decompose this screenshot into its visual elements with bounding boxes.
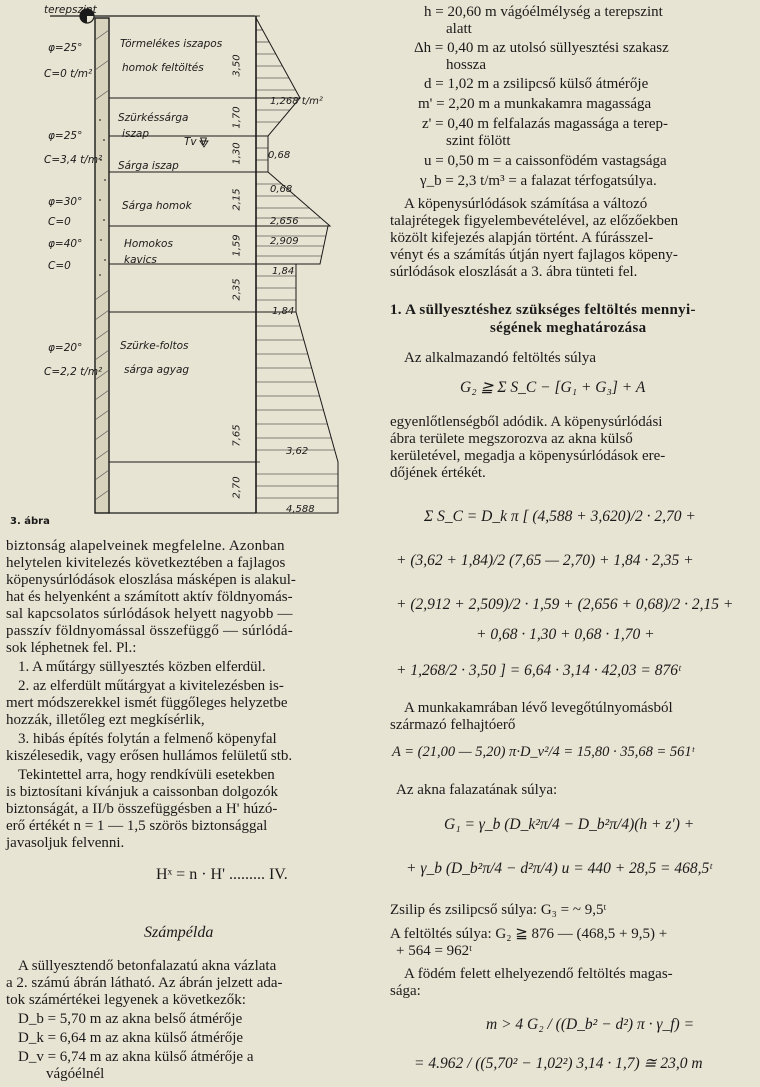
layer6-c: C=2,2 t/m² (44, 366, 103, 378)
param-line: alatt (446, 21, 472, 37)
left-para-line: helytelen kivitelezés következtében a fajlagos (6, 555, 286, 571)
layer2-c: C=3,4 t/m² (44, 154, 103, 166)
right-para-line: Az akna falazatának súlya: (396, 782, 558, 798)
param-line: γ_b = 2,3 t/m³ = a falazat térfogatsúlya. (420, 173, 657, 189)
groundwater-label: Tv ∇ (184, 136, 207, 148)
right-para-line: A munkakamrában lévő levegőtúlnyomásból (404, 700, 673, 716)
left-para-line: erő értékét n = 1 — 1,5 szörös biztonsággal (6, 818, 268, 834)
equation-g1: + γ_b (D_b²π/4 − d²π/4) u = 440 + 28,5 = 468,5ᵗ (406, 860, 712, 877)
left-para-line: Tekintettel arra, hogy rendkívüli esetekben (18, 767, 275, 783)
figure-caption: 3. ábra (10, 516, 50, 527)
friction-value-5: 2,909 (270, 236, 299, 247)
friction-value-3: 0,68 (270, 184, 293, 195)
right-para-line: sága: (390, 983, 421, 999)
layer5-name-b: kavics (124, 254, 157, 266)
section-title: 1. A süllyesztéshez szükséges feltöltés mennyi- (390, 302, 696, 318)
friction-value-2: 0,68 (268, 150, 291, 161)
left-para-line: mert módszerekkel ismét függőleges helyzetbe (6, 695, 288, 711)
param-line: Δh = 0,40 m az utolsó süllyesztési szakasz (414, 40, 669, 56)
left-list-item: 1. A műtárgy süllyesztés közben elferdül. (18, 659, 266, 675)
left-para-line: köpenysúrlódások eloszlása másképen is alakul- (6, 572, 296, 588)
right-para-line: Az alkalmazandó feltöltés súlya (404, 350, 597, 366)
layer1-name-b: homok feltöltés (122, 62, 204, 74)
layer3-name: Sárga iszap (118, 160, 179, 172)
left-para-line: javasoljuk felvenni. (6, 835, 125, 851)
section-title: ségének meghatározása (490, 320, 647, 336)
layer5-phi: φ=40° (48, 238, 83, 250)
sum-equation-line: + 1,268/2 · 3,50 ] = 6,64 · 3,14 · 42,03 = 876ᵗ (396, 662, 681, 679)
right-para-line: A födém felett elhelyezendő feltöltés magas- (404, 966, 673, 982)
left-para-line: is biztosítani kívánjuk a caissonban dolgozók (6, 784, 279, 800)
friction-value-6: 1,84 (272, 266, 295, 277)
example-line: D_b = 5,70 m az akna belső átmérője (18, 1011, 243, 1027)
example-line: tok számértékei legyenek a következők: (6, 992, 246, 1008)
example-line: A süllyesztendő betonfalazatú akna vázlata (18, 958, 277, 974)
example-line: vágóélnél (46, 1066, 105, 1082)
sum-equation-line: + (3,62 + 1,84)/2 (7,65 — 2,70) + 1,84 · 2,35 + (396, 552, 694, 569)
friction-value-1: 1,268 t/m² (270, 96, 323, 107)
friction-value-4: 2,656 (270, 216, 299, 227)
param-line: d = 1,02 m a zsilipcső külső átmérője (424, 76, 649, 92)
friction-value-9: 4,588 (286, 504, 315, 515)
left-list-item: 2. az elferdült műtárgyat a kivitelezésben is- (18, 678, 284, 694)
layer2-name-b: iszap (122, 128, 149, 140)
example-line: a 2. számú ábrán látható. Az ábrán jelzett ada- (6, 975, 283, 991)
layer4-name: Sárga homok (122, 200, 192, 212)
right-para-line: közölt kifejezés alapján történt. A fúrásszel- (390, 230, 654, 246)
friction-value-8: 3,62 (286, 446, 309, 457)
right-para-line: kerületével, megadja a köpenysúrlódások ere- (390, 448, 666, 464)
layer4-phi: φ=30° (48, 196, 83, 208)
layer2-phi: φ=25° (48, 130, 83, 142)
layer1-phi: φ=25° (48, 42, 83, 54)
layer6-phi: φ=20° (48, 342, 83, 354)
depth-label-2: 1,70 (231, 106, 243, 129)
depth-label-4: 2,15 (231, 188, 243, 211)
param-line: szint fölött (446, 133, 511, 149)
layer5-name-a: Homokos (124, 238, 173, 250)
sum-equation-line: + (2,912 + 2,509)/2 · 1,59 + (2,656 + 0,68)/2 · 2,15 + (396, 596, 734, 613)
right-para-line: talajrétegek figyelembevételével, az előzőekben (390, 213, 679, 229)
layer1-c: C=0 t/m² (44, 68, 93, 80)
layer4-c: C=0 (48, 216, 71, 228)
param-line: hossza (446, 57, 486, 73)
sum-equation-line: + 0,68 · 1,30 + 0,68 · 1,70 + (476, 626, 655, 643)
left-para-line: sal kapcsolatos súrlódások helyett nagyobb — (6, 606, 293, 622)
right-para-line: A feltöltés súlya: G₂ ≧ 876 — (468,5 + 9,5) + (390, 926, 668, 942)
depth-label-3: 1,30 (231, 142, 243, 165)
right-para-line: származó felhajtóerő (390, 717, 516, 733)
soil-profile-figure (0, 0, 385, 535)
right-para-line: súrlódások eloszlását a 3. ábra tünteti fel. (390, 264, 638, 280)
param-line: z' = 0,40 m felfalazás magassága a terep- (422, 116, 669, 132)
example-heading: Számpélda (144, 924, 214, 941)
left-para-line: passzív földnyomással összefüggő — súrlódá- (6, 623, 293, 639)
formula-iv: Hˣ = n · H' ......... IV. (156, 866, 288, 883)
equation-a: A = (21,00 — 5,20) π·D_v²/4 = 15,80 · 35,68 = 561ᵗ (392, 744, 695, 760)
left-para-line: kiszélesedik, vagy erősen hullámos felületű stb. (6, 748, 293, 764)
layer6-name-a: Szürke-foltos (120, 340, 189, 352)
layer2-name-a: Szürkéssárga (118, 112, 189, 124)
right-para-line: egyenlőtlenségből adódik. A köpenysúrlódási (390, 414, 663, 430)
sum-equation-line: Σ S_C = D_k π [ (4,588 + 3,620)/2 · 2,70 + (424, 508, 696, 525)
right-para-line: Zsilip és zsilipcső súlya: G₃ = ~ 9,5ᵗ (390, 902, 607, 918)
depth-label-7: 7,65 (231, 424, 243, 447)
right-para-line: vényt és a számítás útján nyert fajlagos köpeny- (390, 247, 678, 263)
right-para-line: A köpenysúrlódások számítása a változó (404, 196, 648, 212)
left-para-line: hozzák, illetőleg ezt megkísérlik, (6, 712, 205, 728)
right-para-line: ábra területe megszorozva az akna külső (390, 431, 633, 447)
right-column (390, 0, 756, 1087)
equation-m: m > 4 G₂ / ((D_b² − d²) π · γ_f) = (486, 1016, 695, 1033)
equation-g2: G₂ ≧ Σ S_C − [G₁ + G₃] + A (460, 379, 646, 396)
equation-g1: G₁ = γ_b (D_k²π/4 − D_b²π/4)(h + z') + (444, 816, 695, 833)
equation-m: = 4.962 / ((5,70² − 1,02²) 3,14 · 1,7) ≅ 23,0 m (414, 1055, 703, 1072)
layer1-name-a: Törmelékes iszapos (120, 38, 223, 50)
param-line: h = 20,60 m vágóélmélység a terepszint (424, 4, 663, 20)
param-line: m' = 2,20 m a munkakamra magassága (418, 96, 652, 112)
layer6-name-b: sárga agyag (124, 364, 190, 376)
depth-label-6: 2,35 (231, 278, 243, 301)
right-para-line: + 564 = 962ᵗ (396, 943, 473, 959)
left-list-item: 3. hibás építés folytán a felmenő köpenyfal (18, 731, 277, 747)
example-line: D_k = 6,64 m az akna külső átmérője (18, 1030, 244, 1046)
depth-label-5: 1,59 (231, 234, 243, 257)
right-para-line: dőjének értékét. (390, 465, 486, 481)
left-para-line: sok léphetnek fel. Pl.: (6, 640, 137, 656)
example-line: D_v = 6,74 m az akna külső átmérője a (18, 1049, 254, 1065)
left-para-line: hat és helyenként a számított aktív földnyomás- (6, 589, 293, 605)
left-para-line: biztonságát, a II/b összefüggésben a H' húzó- (6, 801, 278, 817)
depth-label-8: 2,70 (231, 476, 243, 499)
left-para-line: biztonság alapelveinek megfelelne. Azonban (6, 538, 285, 554)
depth-label-1: 3,50 (231, 54, 243, 77)
param-line: u = 0,50 m = a caissonfödém vastagsága (424, 153, 667, 169)
surface-label: terepszint (44, 4, 97, 16)
layer5-c: C=0 (48, 260, 71, 272)
friction-value-7: 1,84 (272, 306, 295, 317)
